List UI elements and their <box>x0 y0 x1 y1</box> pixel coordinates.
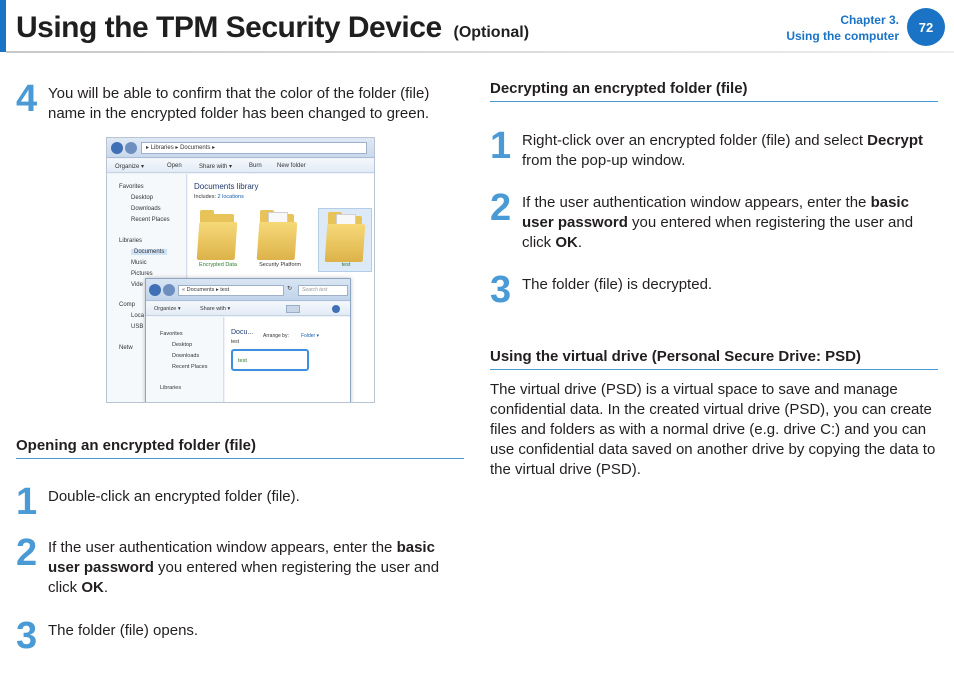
library-locations-link: 2 locations <box>217 194 244 200</box>
nav-item: Loca <box>131 313 145 319</box>
arrange-label: Arrange by: <box>263 333 289 339</box>
section-rule <box>490 101 938 102</box>
popup-nav-bar <box>146 279 350 301</box>
step-text <box>48 538 456 598</box>
folder-label: test <box>341 262 351 268</box>
toolbar-new-folder: New folder <box>277 163 306 169</box>
step-text <box>522 193 932 253</box>
help-icon <box>332 305 340 313</box>
step-text-bold: basic user password <box>48 539 435 576</box>
section-heading-opening: Opening an encrypted folder (file) <box>16 437 257 454</box>
toolbar-burn: Burn <box>249 163 262 169</box>
nav-item: Desktop <box>172 342 193 348</box>
step-text-part: If the user authentication window appears, enter the <box>522 194 871 211</box>
chapter-label <box>786 12 899 44</box>
nav-item: Vide <box>131 282 143 288</box>
popup-address-bar: « Documents ▸ test <box>178 285 284 296</box>
library-includes-label: Includes: <box>194 194 217 200</box>
page-title <box>16 11 529 45</box>
step-number: 4 <box>16 78 38 120</box>
nav-item: Netw <box>119 345 133 351</box>
chapter-number: Chapter 3. <box>840 13 899 27</box>
step-text-part: . <box>103 579 109 596</box>
step-text-part: you entered when registering the user and click <box>522 214 914 251</box>
step-text: You will be able to confirm that the color of the folder (file) name in the encrypted folder has been changed to green. <box>48 85 430 122</box>
library-title: Documents library <box>194 182 259 191</box>
step-text <box>522 131 936 171</box>
explorer-screenshot <box>106 137 375 403</box>
address-bar: ▸ Libraries ▸ Documents ▸ <box>141 142 367 154</box>
step-text-part: . <box>577 234 583 251</box>
folder-label: Encrypted Data <box>199 262 237 268</box>
step-number: 1 <box>490 125 512 167</box>
step-text-bold: Decrypt <box>867 132 924 149</box>
step-4 <box>16 80 456 124</box>
folder-icon <box>258 208 298 260</box>
search-placeholder: Search test <box>302 287 328 293</box>
forward-icon <box>125 142 137 154</box>
popup-navigation-pane <box>146 317 224 403</box>
nav-item: Favorites <box>119 184 144 190</box>
page-header <box>0 0 954 52</box>
section-rule <box>490 369 938 370</box>
step-text-part: from the pop-up window. <box>522 152 686 169</box>
nav-item: Recent Places <box>172 364 208 370</box>
library-includes <box>194 194 244 200</box>
back-icon <box>149 284 161 296</box>
open-step-2 <box>16 534 456 598</box>
toolbar-organize: Organize ▾ <box>154 306 181 312</box>
step-number: 2 <box>16 532 38 574</box>
forward-icon <box>163 284 175 296</box>
folder-label: Security Platform <box>259 262 301 268</box>
view-icon <box>286 305 300 313</box>
step-number: 3 <box>490 269 512 311</box>
step-text-part: you entered when registering the user and click <box>48 559 440 596</box>
address-segment: test <box>220 287 230 293</box>
nav-item: Music <box>131 260 147 266</box>
page-number-badge: 72 <box>907 8 945 46</box>
arrange-value: Folder ▾ <box>301 333 320 339</box>
address-segment: Libraries <box>150 145 174 151</box>
address-segment: Documents <box>186 287 215 293</box>
popup-library-sub: test <box>231 339 240 345</box>
popup-toolbar <box>146 302 350 316</box>
virtual-drive-description: The virtual drive (PSD) is a virtual space to save and manage confidential data. In the created virtual drive (PSD), you can create files and folders as with a normal drive (e.g. drive C:) and you can use confidential data saved on another drive by copying the data to the virtual drive (PSD). <box>490 381 936 478</box>
page-title-text: Using the TPM Security Device <box>16 11 442 44</box>
toolbar-organize: Organize ▾ <box>115 164 145 170</box>
toolbar-share: Share with ▾ <box>199 164 233 170</box>
step-text: Double-click an encrypted folder (file). <box>48 488 300 505</box>
step-text-bold: basic user password <box>522 194 909 231</box>
step-text-bold: OK <box>81 579 104 596</box>
open-step-1 <box>16 483 456 523</box>
chapter-title: Using the computer <box>786 29 899 43</box>
popup-library-title: Docu... <box>231 329 254 336</box>
step-text-bold: OK <box>555 234 578 251</box>
open-step-3 <box>16 617 456 657</box>
nav-item: Recent Places <box>131 217 170 223</box>
back-icon <box>111 142 123 154</box>
title-rule <box>6 51 954 53</box>
nav-item: Downloads <box>131 206 161 212</box>
popup-explorer-window <box>145 278 351 403</box>
decrypt-step-1 <box>490 127 938 171</box>
decrypt-step-3 <box>490 271 938 311</box>
explorer-toolbar <box>107 159 374 173</box>
section-rule <box>16 458 464 459</box>
nav-item: Documents <box>131 249 167 255</box>
explorer-nav-bar <box>107 138 374 158</box>
nav-item: Desktop <box>131 195 154 201</box>
step-number: 1 <box>16 481 38 523</box>
page-title-suffix: (Optional) <box>453 24 530 41</box>
address-segment: Documents <box>180 145 211 151</box>
nav-item: Favorites <box>160 331 183 337</box>
nav-item: Downloads <box>172 353 200 359</box>
popup-search-box <box>298 285 348 296</box>
step-text: The folder (file) opens. <box>48 622 199 639</box>
section-heading-virtual-drive: Using the virtual drive (Personal Secure Drive: PSD) <box>490 348 861 365</box>
folder-icon <box>326 210 366 262</box>
nav-item: Libraries <box>119 238 143 244</box>
encrypted-file-name: test <box>238 358 247 364</box>
nav-item: USB <box>131 324 144 330</box>
step-number: 2 <box>490 187 512 229</box>
step-text-part: Right-click over an encrypted folder (file) and select <box>522 132 868 149</box>
section-heading-decrypting: Decrypting an encrypted folder (file) <box>490 80 748 97</box>
folder-icon <box>198 208 238 260</box>
toolbar-open: Open <box>167 163 182 169</box>
nav-item: Libraries <box>160 385 182 391</box>
title-accent-bar <box>0 0 6 52</box>
toolbar-share: Share with ▾ <box>200 306 231 312</box>
step-number: 3 <box>16 615 38 657</box>
step-text-part: If the user authentication window appears, enter the <box>48 539 397 556</box>
step-text: The folder (file) is decrypted. <box>522 276 713 293</box>
refresh-icon: ↻ <box>287 286 293 292</box>
decrypt-step-2 <box>490 189 938 253</box>
nav-item: Comp <box>119 302 136 308</box>
nav-item: Pictures <box>131 271 153 277</box>
